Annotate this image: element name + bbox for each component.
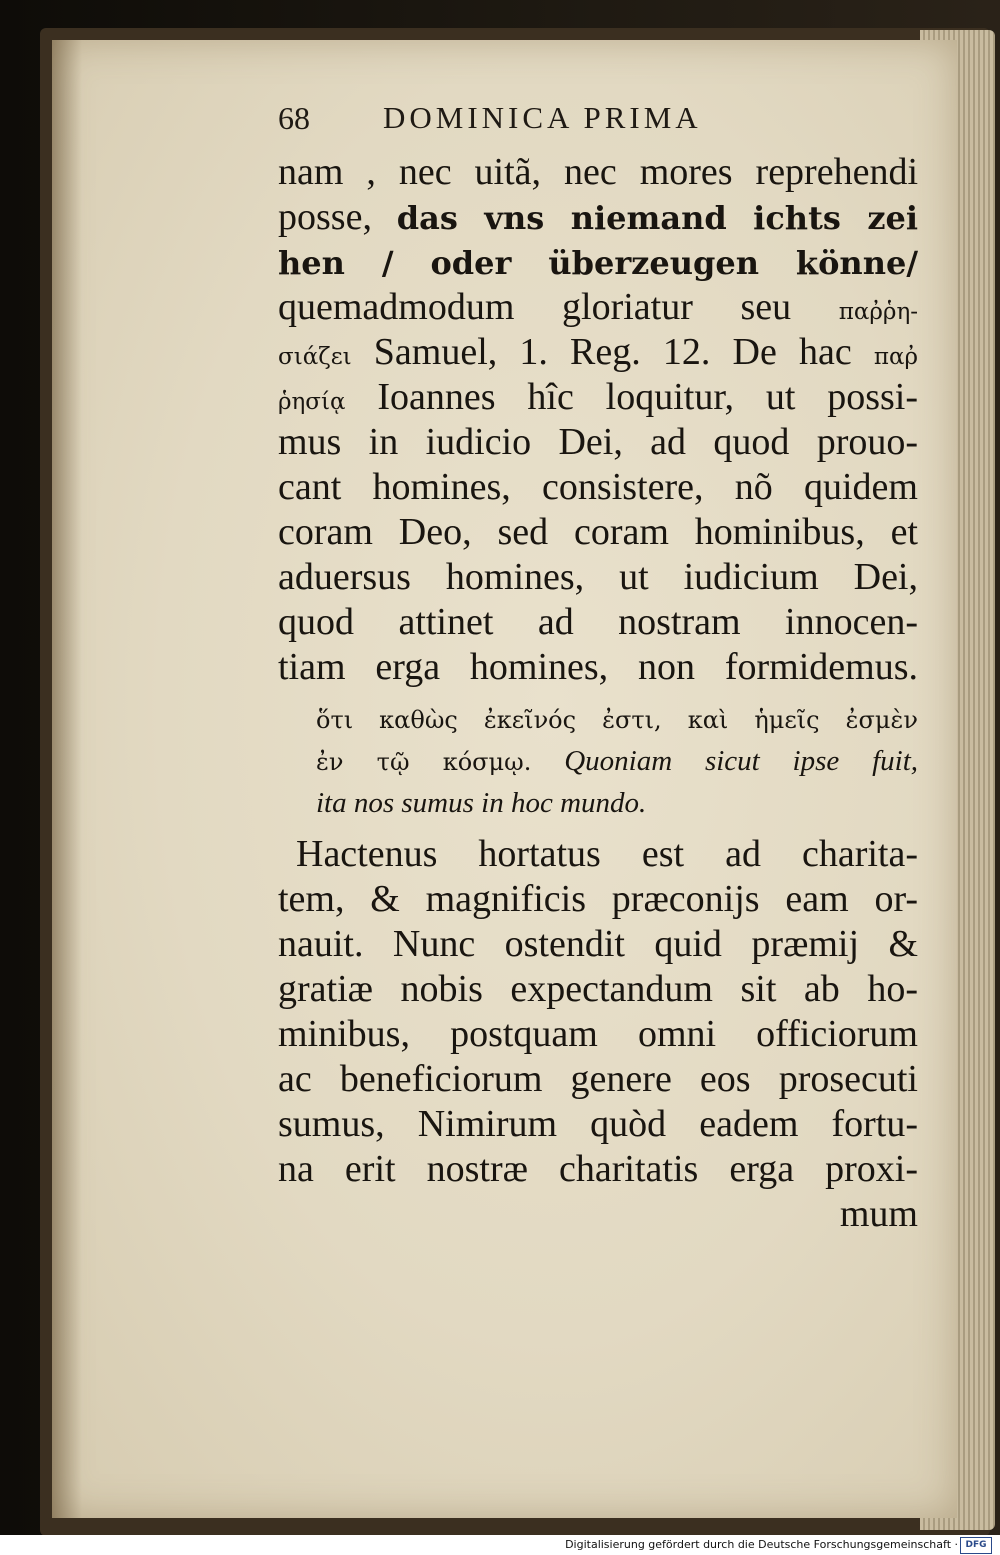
dfg-logo[interactable]: DFG [960, 1537, 992, 1554]
text-line [278, 240, 918, 285]
paragraph-line: nauit. Nunc ostendit quid præmij & [278, 923, 918, 965]
text-block [278, 150, 918, 1237]
page-header [278, 100, 918, 140]
greek-text: σιάζει [278, 344, 352, 370]
greek-text: παῤῥη- [838, 299, 918, 325]
verse-line: ita nos sumus in hoc mundo. [316, 787, 647, 819]
text-line: σιάζει Samuel, 1. Reg. 12. De hac παῤ [278, 331, 918, 373]
greek-verse: ὅτι καθὼς ἐκεῖνός ἐστι, καὶ ἡμεῖς ἐσμὲν [316, 706, 918, 734]
paragraph-line: tem, & magnificis præconijs eam or- [278, 878, 918, 920]
catchword: mum [839, 1193, 918, 1235]
verse-line [278, 698, 918, 740]
paragraph-line: Hactenus hortatus est ad charita- [296, 833, 918, 875]
text-line: tiam erga homines, non formidemus. [278, 646, 918, 688]
paragraph-line: gratiæ nobis expectandum sit ab ho- [278, 968, 918, 1010]
blackletter-text: das vns niemand ichts zei [396, 199, 918, 237]
running-head: DOMINICA PRIMA [383, 100, 702, 135]
text-line: coram Deo, sed coram hominibus, et [278, 511, 918, 553]
text-line: cant homines, consistere, nõ quidem [278, 466, 918, 508]
text-line: nam , nec uitã, nec mores reprehendi [278, 151, 918, 193]
verse-line [278, 740, 918, 782]
paragraph-line: sumus, Nimirum quòd eadem fortu- [278, 1103, 918, 1145]
text-line: quod attinet ad nostram innocen- [278, 601, 918, 643]
greek-verse: ἐν τῷ κόσμῳ. [316, 748, 532, 776]
paragraph-line: na erit nostræ charitatis erga proxi- [278, 1148, 918, 1190]
text-line: posse, das vns niemand ichts zei [278, 196, 918, 238]
digitization-footer [0, 1535, 1000, 1555]
text-line: mus in iudicio Dei, ad quod prouo- [278, 421, 918, 463]
paragraph-line: ac beneficiorum genere eos prosecuti [278, 1058, 918, 1100]
text-line: aduersus homines, ut iudicium Dei, [278, 556, 918, 598]
text-line: ῥησίᾳ Ioannes hîc loquitur, ut possi- [278, 376, 918, 418]
greek-text: παῤ [873, 344, 918, 370]
page-gutter-shadow [52, 40, 82, 1518]
greek-text: ῥησίᾳ [278, 389, 346, 415]
footer-credit: Digitalisierung gefördert durch die Deutsche Forschungsgemeinschaft · [565, 1538, 958, 1551]
paragraph-line: minibus, postquam omni officiorum [278, 1013, 918, 1055]
latin-verse: Quoniam sicut ipse fuit, [564, 745, 918, 777]
text-line: quemadmodum gloriatur seu παῤῥη- [278, 286, 918, 328]
page-number: 68 [278, 100, 310, 136]
blackletter-text: hen / oder überzeugen könne/ [278, 244, 918, 282]
